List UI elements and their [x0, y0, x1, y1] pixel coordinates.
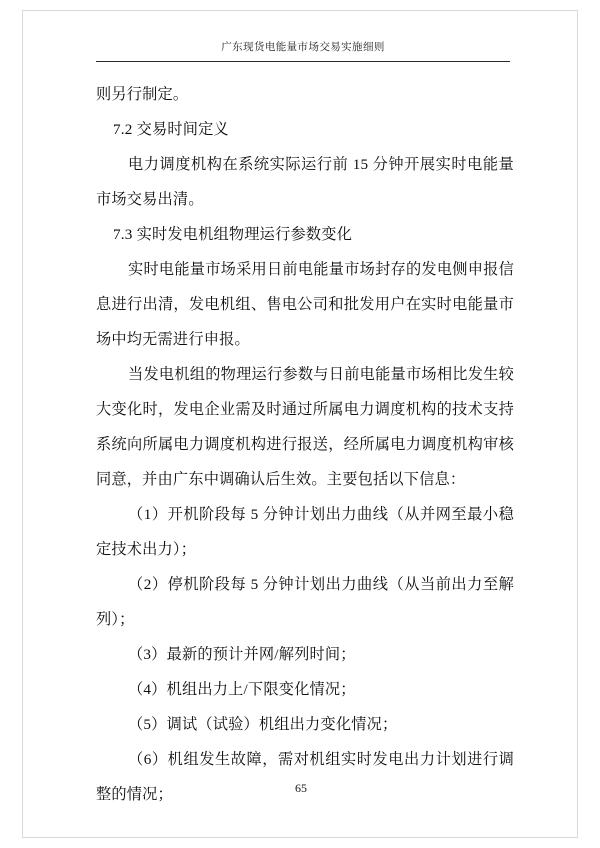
section-heading-7-2: 7.2 交易时间定义: [113, 121, 229, 138]
page-number: 65: [295, 781, 307, 795]
page-sheet: [22, 10, 578, 838]
paragraph: 实时电能量市场采用日前电能量市场封存的发电侧申报信息进行出清，发电机组、售电公司和批发用户在实时电能量市场中均无需进行申报。: [96, 261, 514, 348]
list-item: （6）机组发生故障，需对机组实时发电出力计划进行调整的情况；: [96, 751, 514, 803]
list-item: （3）最新的预计并网/解列时间；: [128, 646, 356, 663]
paragraph: 当发电机组的物理运行参数与日前电能量市场相比发生较大变化时，发电企业需及时通过所属电力调度机构的技术支持系统向所属电力调度机构进行报送，经所属电力调度机构审核同意，并由广东中调确认后生效。主要包括以下信息：: [96, 366, 514, 488]
paragraph: 则另行制定。: [96, 86, 189, 103]
page-header-title: 广东现货电能量市场交易实施细则: [221, 42, 385, 53]
document-body: [96, 77, 514, 812]
header-divider: [96, 61, 510, 62]
list-item: （5）调试（试验）机组出力变化情况；: [128, 716, 398, 733]
paragraph: 电力调度机构在系统实际运行前 15 分钟开展实时电能量市场交易出清。: [96, 156, 514, 208]
section-heading-7-3: 7.3 实时发电机组物理运行参数变化: [113, 226, 353, 243]
list-item: （4）机组出力上/下限变化情况；: [128, 681, 356, 698]
list-item: （2）停机阶段每 5 分钟计划出力曲线（从当前出力至解列）；: [96, 576, 514, 628]
list-item: （1）开机阶段每 5 分钟计划出力曲线（从并网至最小稳定技术出力）；: [96, 506, 514, 558]
